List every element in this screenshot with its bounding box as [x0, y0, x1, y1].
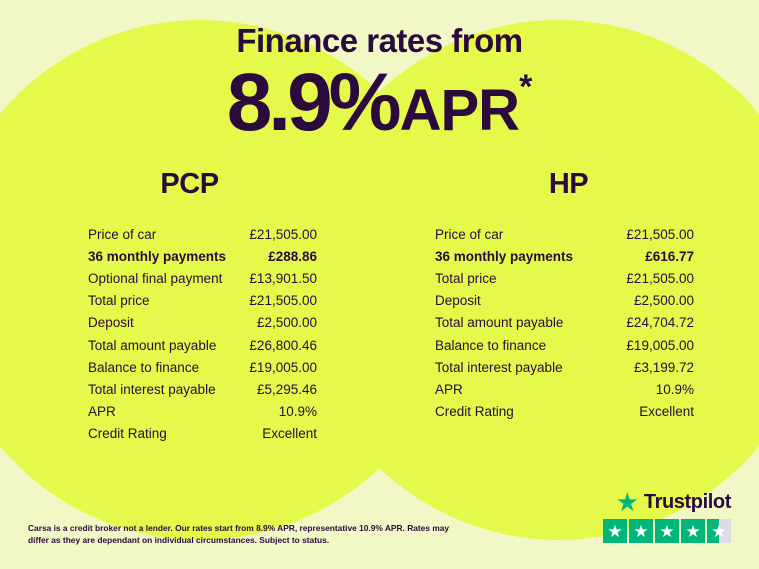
row-label: Price of car	[435, 226, 504, 242]
table-row	[435, 223, 694, 245]
row-label: Total price	[88, 293, 150, 309]
table-row	[435, 356, 694, 378]
row-label: 36 monthly payments	[435, 248, 574, 264]
table-row	[88, 223, 317, 245]
row-label: APR	[435, 381, 463, 397]
row-value: £21,505.00	[626, 226, 694, 242]
headline-rate	[0, 57, 759, 148]
column-title-pcp: PCP	[160, 168, 219, 200]
trustpilot-name: Trustpilot	[643, 490, 731, 513]
row-value: £21,505.00	[249, 293, 317, 309]
table-hp	[379, 223, 758, 423]
table-row	[88, 312, 317, 334]
finance-column-hp	[379, 168, 758, 445]
star-icon-3: ★	[655, 519, 679, 543]
trustpilot-logo	[599, 489, 731, 515]
trustpilot-widget[interactable]	[599, 489, 731, 543]
row-value: £26,800.46	[249, 337, 317, 353]
row-label: 36 monthly payments	[88, 248, 227, 264]
table-row	[435, 245, 694, 267]
column-title-hp: HP	[548, 168, 589, 200]
row-value: £19,005.00	[249, 359, 317, 375]
table-row	[88, 356, 317, 378]
row-label: Total amount payable	[88, 337, 217, 353]
disclaimer-text: Carsa is a credit broker not a lender. Our rates start from 8.9% APR, representative 10.9% APR. Rates may differ as they are dependant on individual circumstances. Subject to status.	[28, 522, 450, 546]
table-pcp	[0, 223, 379, 445]
row-label: Total amount payable	[435, 315, 564, 331]
table-row	[88, 267, 317, 289]
row-label: Optional final payment	[88, 270, 223, 286]
table-row	[435, 267, 694, 289]
finance-tables	[0, 168, 759, 445]
finance-column-pcp	[0, 168, 379, 445]
star-icon-1: ★	[603, 519, 627, 543]
table-row	[88, 423, 317, 445]
page-title: Finance rates from	[236, 22, 523, 59]
table-row	[88, 334, 317, 356]
table-row	[435, 290, 694, 312]
star-icon-4: ★	[681, 519, 705, 543]
table-row	[435, 334, 694, 356]
row-label: Total interest payable	[88, 381, 216, 397]
rate-unit: APR	[399, 78, 520, 143]
row-value: £616.77	[645, 248, 694, 264]
row-value: £21,505.00	[249, 226, 317, 242]
row-label: Price of car	[88, 226, 157, 242]
row-value: Excellent	[639, 404, 694, 420]
star-icon-5-half: ★	[707, 519, 731, 543]
row-value: £24,704.72	[626, 315, 694, 331]
row-label: Total price	[435, 270, 497, 286]
row-label: Total interest payable	[435, 359, 563, 375]
row-value: £13,901.50	[249, 270, 317, 286]
table-row	[88, 290, 317, 312]
row-value: £2,500.00	[256, 315, 317, 331]
row-label: Balance to finance	[435, 337, 547, 353]
rate-asterisk: *	[519, 68, 533, 106]
row-value: £19,005.00	[626, 337, 694, 353]
table-row	[88, 245, 317, 267]
rate-number: 8.9%	[226, 57, 398, 148]
table-row	[435, 401, 694, 423]
table-row	[435, 378, 694, 400]
row-value: £2,500.00	[633, 293, 694, 309]
row-label: Deposit	[435, 293, 481, 309]
star-icon-2: ★	[629, 519, 653, 543]
row-label: Deposit	[88, 315, 134, 331]
table-row	[88, 378, 317, 400]
trustpilot-star-icon: ★	[615, 487, 639, 517]
row-label: APR	[88, 404, 116, 420]
row-value: £21,505.00	[626, 270, 694, 286]
row-value: Excellent	[262, 426, 317, 442]
table-row	[88, 401, 317, 423]
row-value: £5,295.46	[256, 381, 317, 397]
row-label: Credit Rating	[435, 404, 514, 420]
table-row	[435, 312, 694, 334]
row-value: 10.9%	[655, 381, 694, 397]
row-value: 10.9%	[278, 404, 317, 420]
trustpilot-rating-stars	[599, 519, 731, 543]
row-value: £3,199.72	[633, 359, 694, 375]
row-value: £288.86	[268, 248, 317, 264]
row-label: Credit Rating	[88, 426, 167, 442]
row-label: Balance to finance	[88, 359, 200, 375]
